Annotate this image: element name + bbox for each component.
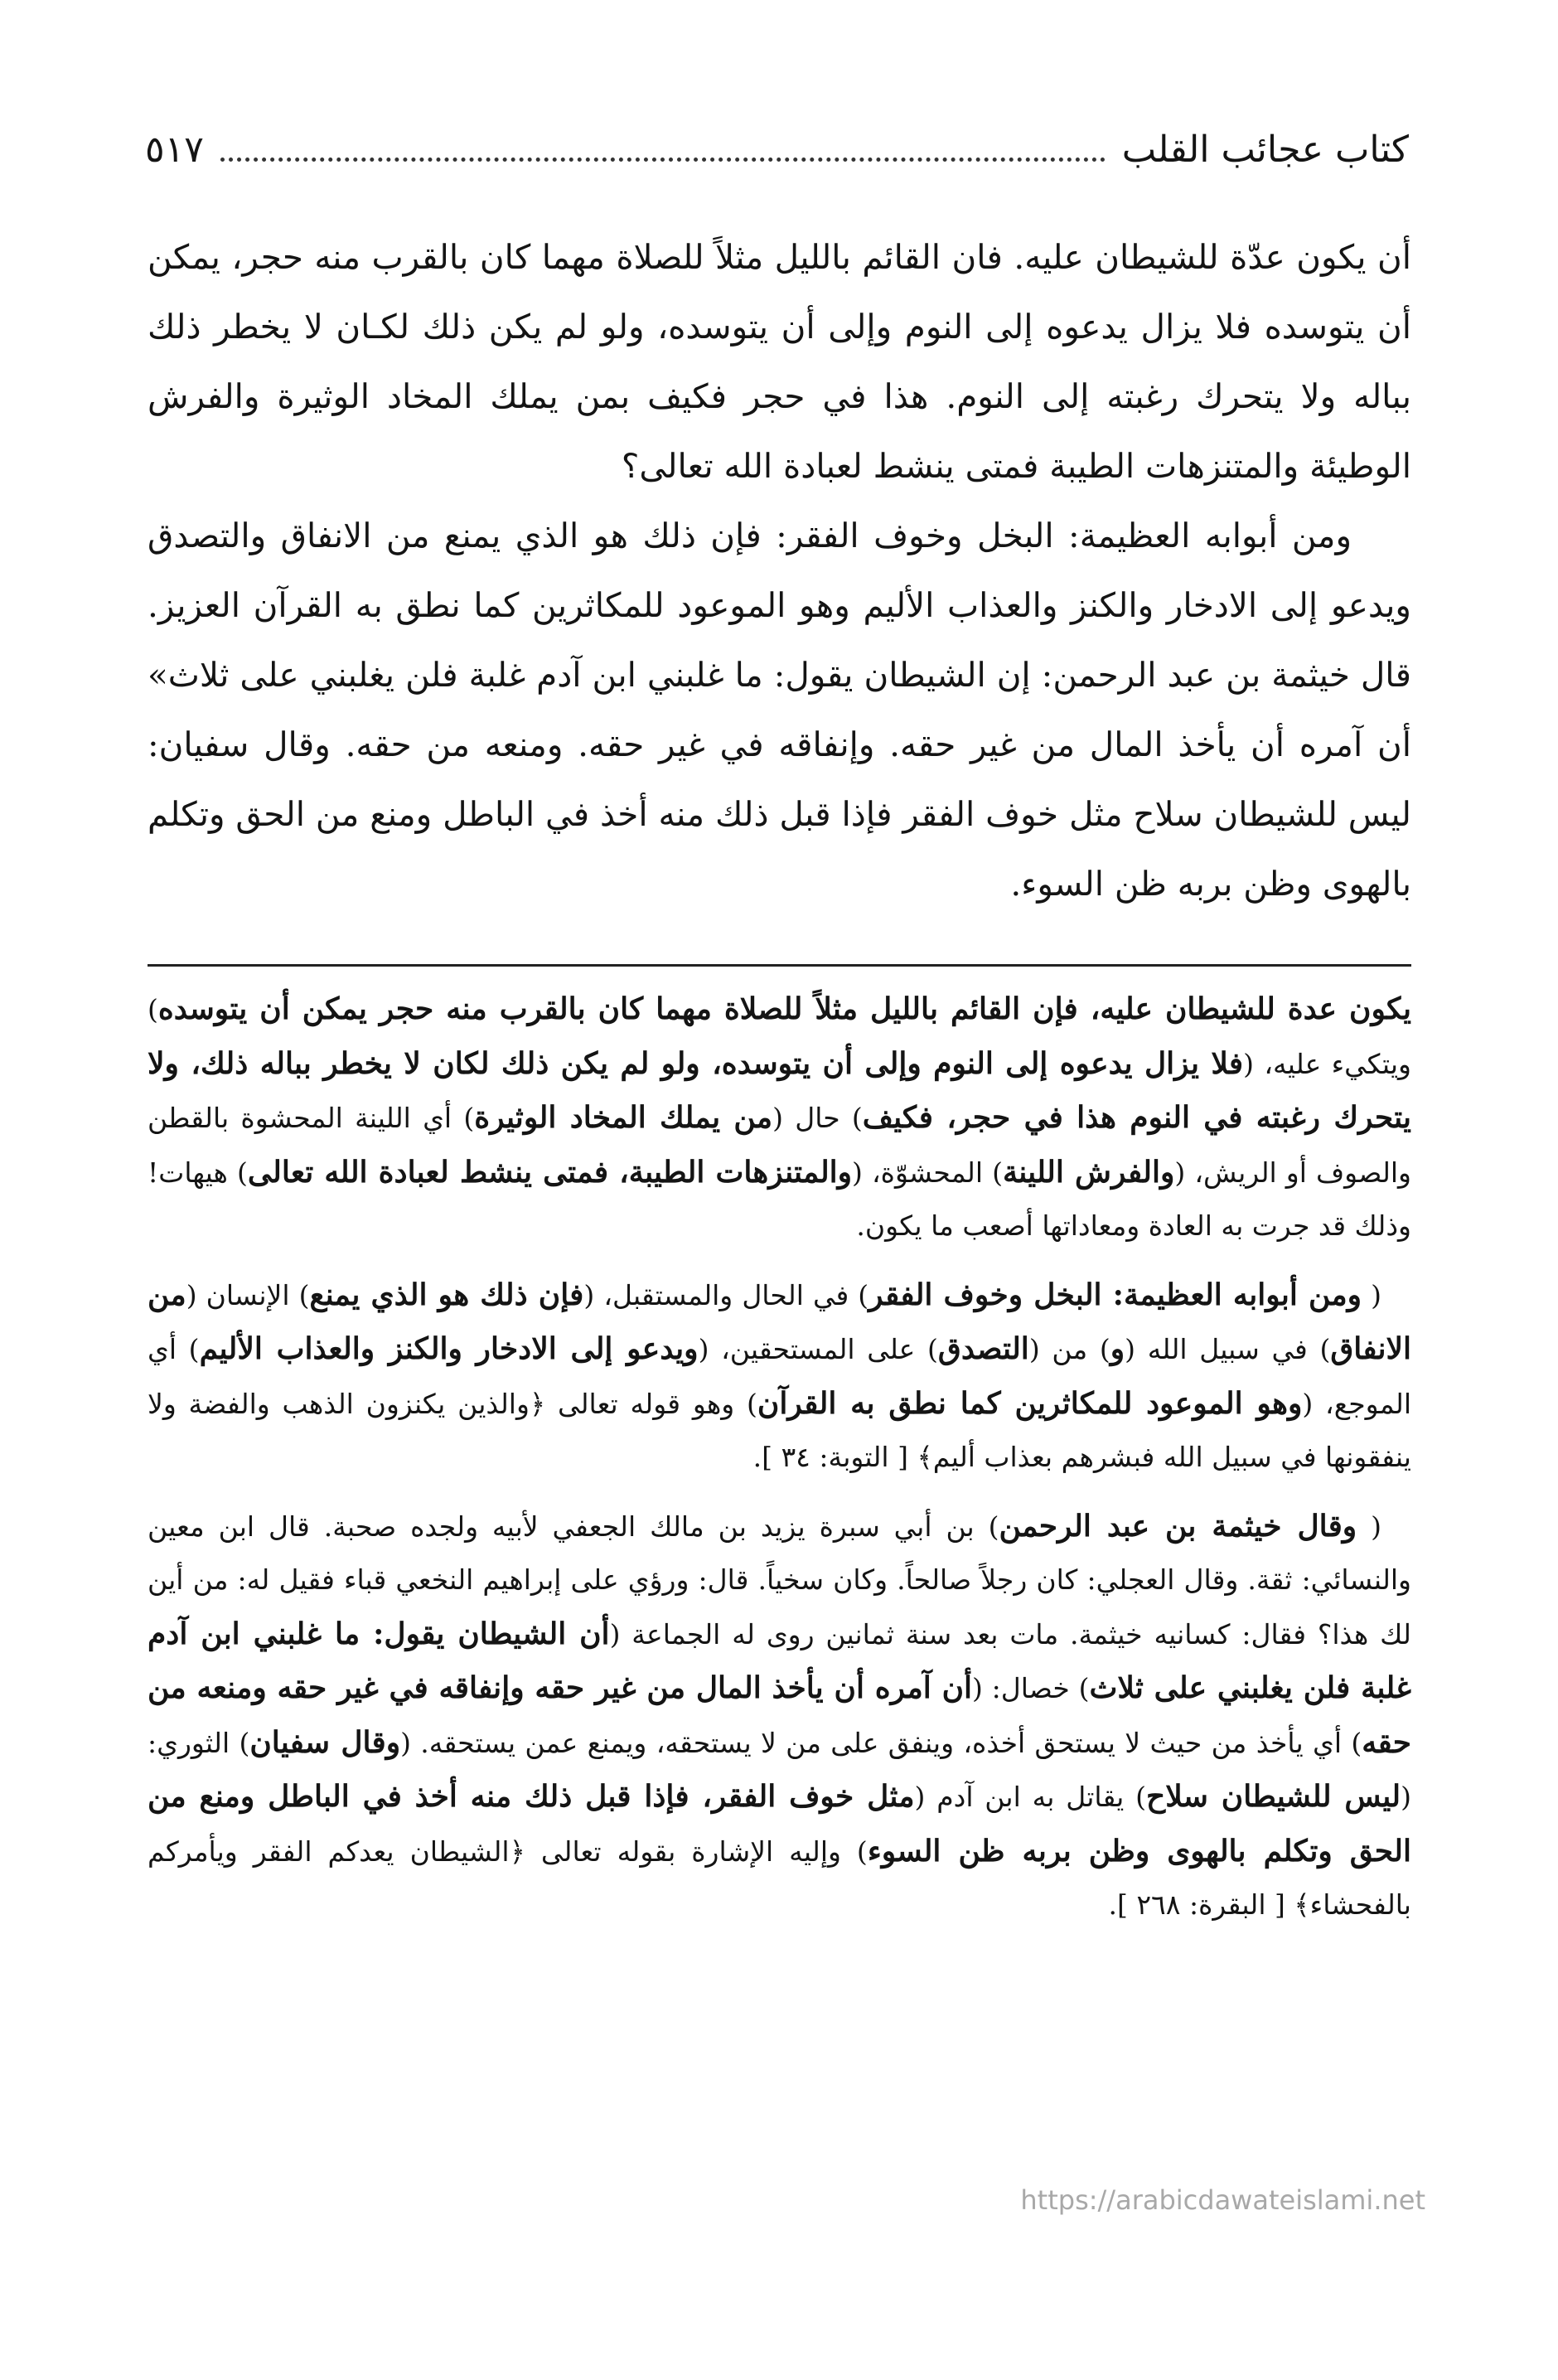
quoted-text: يكون عدة للشيطان عليه، فإن القائم بالليل مثلاً للصلاة مهما كان بالقرب منه حجر يمكن أن يتوسده (157, 991, 1411, 1026)
commentary-paragraph-3 (148, 1500, 1411, 1932)
commentary-paragraph-1 (148, 982, 1411, 1253)
commentary-text: ( (1357, 1510, 1381, 1543)
commentary-text: ) أي يأخذ من حيث لا يستحق أخذه، وينفق على من لا يستحقه، ويمنع عمن يستحقه. ( (400, 1726, 1362, 1759)
commentary-text: ) أي اللينة المحشوة بالقطن والصوف أو الريش، ( (148, 1102, 1411, 1189)
commentary-text: ) المحشوّة، ( (852, 1156, 1003, 1189)
separator-rule (148, 964, 1411, 967)
commentary-text: ) في سبيل الله ( (1125, 1333, 1331, 1365)
quoted-text: والفرش اللينة (1002, 1154, 1175, 1190)
quoted-text: أن الشيطان يقول: ما غلبني ابن آدم غلبة فلن يغلبني على ثلاث (148, 1616, 1411, 1705)
quoted-text: من الانفاق (148, 1277, 1411, 1366)
commentary-text: ) من ( (1028, 1333, 1110, 1365)
commentary-text: ( (1362, 1278, 1381, 1311)
commentary (148, 982, 1411, 1947)
quoted-text: مثل خوف الفقر، فإذا قبل ذلك منه أخذ في الباطل ومنع من الحق وتكلم بالهوى وظن بربه ظن السوء (148, 1779, 1411, 1869)
quoted-text: والمتنزهات الطيبة، فمتى ينشط لعبادة الله تعالى (247, 1154, 853, 1190)
quoted-text: فإن ذلك هو الذي يمنع (309, 1277, 584, 1312)
quoted-text: ليس للشيطان سلاح (1146, 1779, 1401, 1814)
main-text (148, 222, 1411, 919)
leader-dots (220, 158, 1106, 162)
watermark-url: https://arabicdawateislami.net (1020, 2184, 1425, 2216)
quoted-text: فلا يزال يدعوه إلى النوم وإلى أن يتوسده، ولو لم يكن ذلك لكان لا يخطر بباله ذلك، ولا يتحرك رغبته في النوم هذا في حجر، فكيف (148, 1045, 1412, 1135)
quoted-text: وقال خيثمة بن عبد الرحمن (999, 1508, 1357, 1544)
quoted-text: من يملك المخاد الوثيرة (474, 1100, 773, 1135)
running-title: كتاب عجائب القلب (1121, 128, 1409, 171)
commentary-text: ) ويتكيء عليه، ( (148, 993, 1411, 1080)
commentary-text: ) وهو قوله تعالى ﴿والذين يكنزون الذهب والفضة ولا ينفقونها في سبيل الله فبشرهم بعذاب أليم﴾ [ التوبة: ٣٤ ]. (148, 1387, 1411, 1473)
main-paragraph-1: أن يكون عدّة للشيطان عليه. فان القائم بالليل مثلاً للصلاة مهما كان بالقرب منه حجر، يمكن أن يتوسده فلا يزال يدعوه إلى النوم وإلى أن يتوسده، ولو لم يكن ذلك لكـان لا يخطر ذلك بباله ولا يتحرك رغبته إلى النوم. هذا في حجر فكيف بمن يملك المخاد الوثيرة والفرش الوطيئة والمتنزهات الطيبة فمتى ينشط لعبادة الله تعالى؟ (148, 237, 1411, 486)
commentary-paragraph-2 (148, 1268, 1411, 1485)
commentary-text: ) وإليه الإشارة بقوله تعالى ﴿الشيطان يعدكم الفقر ويأمركم بالفحشاء﴾ [ البقرة: ٢٦٨ ]. (148, 1835, 1411, 1921)
quoted-text: و (1110, 1331, 1125, 1366)
commentary-text: ) في الحال والمستقبل، ( (583, 1278, 869, 1311)
quoted-text: وقال سفيان (249, 1724, 401, 1760)
main-paragraph-2: ومن أبوابه العظيمة: البخل وخوف الفقر: فإن ذلك هو الذي يمنع من الانفاق والتصدق ويدعو إلى الادخار والكنز والعذاب الأليم وهو الموعود للمكاثرين كما نطق به القرآن العزيز. قال خيثمة بن عبد الرحمن: إن الشيطان يقول: ما غلبني ابن آدم غلبة فلن يغلبني على ثلاث» أن آمره أن يأخذ المال من غير حقه. وإنفاقه في غير حقه. ومنعه من حقه. وقال سفيان: ليس للشيطان سلاح مثل خوف الفقر فإذا قبل ذلك منه أخذ في الباطل ومنع من الحق وتكلم بالهوى وظن بربه ظن السوء. (148, 516, 1411, 904)
commentary-text: ) خصال: ( (972, 1672, 1090, 1704)
page-number: ٥١٧ (145, 128, 204, 171)
quoted-text: وهو الموعود للمكاثرين كما نطق به القرآن (757, 1385, 1303, 1421)
commentary-text: ) حال ( (772, 1102, 863, 1134)
commentary-text: ) أي الموجع، ( (148, 1333, 1412, 1420)
commentary-text: ) الثوري: ( (148, 1726, 1412, 1813)
page-header (145, 124, 1409, 174)
quoted-text: أن آمره أن يأخذ المال من غير حقه وإنفاقه في غير حقه ومنعه من حقه (148, 1670, 1411, 1760)
commentary-text: ) بن أبي سبرة يزيد بن مالك الجعفي لأبيه ولجده صحبة. قال ابن معين والنسائي: ثقة. وقال العجلي: كان رجلاً صالحاً. وكان سخياً. قال: ورؤي على إبراهيم النخعي قباء فقيل له: من أين لك هذا؟ فقال: كسانيه خيثمة. مات بعد سنة ثمانين روى له الجماعة ( (148, 1510, 1411, 1650)
quoted-text: ومن أبوابه العظيمة: البخل وخوف الفقر (869, 1277, 1362, 1312)
commentary-text: ) على المستحقين، ( (698, 1333, 938, 1365)
commentary-text: ) يقاتل به ابن آدم ( (914, 1781, 1147, 1813)
quoted-text: ويدعو إلى الادخار والكنز والعذاب الأليم (199, 1331, 699, 1366)
quoted-text: التصدق (937, 1331, 1029, 1366)
commentary-text: ) هيهات! وذلك قد جرت به العادة ومعاداتها أصعب ما يكون. (148, 1156, 1411, 1242)
commentary-text: ) الإنسان ( (186, 1278, 310, 1311)
